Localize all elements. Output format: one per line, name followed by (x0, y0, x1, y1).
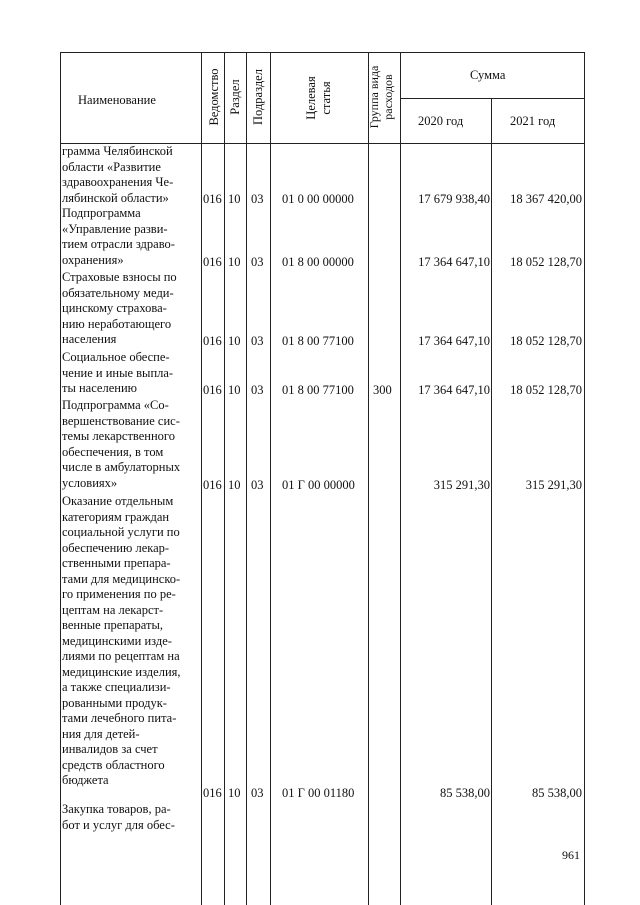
row-2-razd: 10 (228, 334, 241, 348)
row-1-name (62, 206, 200, 268)
header-vedomstvo: Ведомство (207, 68, 221, 126)
row-2-sum2021: 18 052 128,70 (510, 334, 582, 348)
row-2-line: Страховые взносы по (62, 270, 177, 284)
row-5-line: инвалидов за счет (62, 742, 158, 756)
row-5-target: 01 Г 00 01180 (282, 786, 355, 800)
row-4-line: числе в амбулаторных (62, 460, 181, 474)
row-5-line: венные препараты, (62, 618, 164, 632)
row-0-line: здравоохранения Че- (62, 175, 174, 189)
col-border-razd (246, 52, 247, 905)
row-4-razd: 10 (228, 478, 241, 492)
row-5-line: тами для медицинско- (62, 571, 181, 586)
row-0-razd: 10 (228, 192, 241, 206)
row-4-ved: 016 (203, 478, 222, 492)
row-3-line: ты населению (62, 381, 137, 395)
header-sum: Сумма (470, 68, 506, 82)
row-1-ved: 016 (203, 255, 222, 269)
row-1-line: охранения» (62, 252, 124, 267)
row-2-line: нию неработающего (62, 316, 172, 331)
row-3-name (62, 350, 200, 397)
row-5-line: бюджета (62, 773, 109, 787)
row-3-line: чение и иные выпла- (62, 365, 174, 380)
row-2-podr: 03 (251, 334, 264, 348)
row-3-sum2020: 17 364 647,10 (418, 383, 490, 397)
row-0-line: лябинской области» (62, 190, 169, 205)
row-5-podr: 03 (251, 786, 264, 800)
row-2-line: цинскому страхова- (62, 301, 167, 315)
col-border-right (584, 52, 585, 905)
row-5-ved: 016 (203, 786, 222, 800)
row-5-line: медицинскими изде- (62, 633, 172, 648)
row-5-line: Оказание отдельным (62, 494, 174, 508)
row-1-sum2021: 18 052 128,70 (510, 255, 582, 269)
row-2-line: обязательному меди- (62, 285, 174, 300)
row-0-target: 01 0 00 00000 (282, 192, 354, 206)
col-border-target (368, 52, 369, 905)
row-0-ved: 016 (203, 192, 222, 206)
row-1-target: 01 8 00 00000 (282, 255, 354, 269)
header-group (367, 52, 395, 142)
col-border-name (201, 52, 202, 905)
header-group-line1: Группа вида (367, 65, 381, 129)
row-4-line: темы лекарственного (62, 429, 175, 443)
header-target-line2: статья (319, 81, 333, 115)
col-border-podr (270, 52, 271, 905)
header-target-line1: Целевая (304, 76, 318, 120)
row-2-ved: 016 (203, 334, 222, 348)
col-border-left (60, 52, 61, 905)
row-1-line: «Управление разви- (62, 221, 168, 236)
row-5-line: лиями по рецептам на (62, 649, 180, 663)
row-4-podr: 03 (251, 478, 264, 492)
row-4-line: Подпрограмма «Со- (62, 398, 169, 412)
col-border-ved (224, 52, 225, 905)
row-5-line: социальной услуги по (62, 525, 180, 539)
row-3-razd: 10 (228, 383, 241, 397)
sum-header-divider (400, 98, 584, 99)
row-5-line: а также специализи- (62, 680, 171, 694)
row-5-line: категориям граждан (62, 509, 170, 524)
row-4-line: вершенствование сис- (62, 413, 180, 428)
row-5-line: тами лечебного пита- (62, 711, 177, 725)
header-year-2021: 2021 год (510, 114, 556, 128)
row-5-line: го применения по ре- (62, 587, 176, 601)
row-3-ved: 016 (203, 383, 222, 397)
header-razdel: Раздел (228, 79, 242, 115)
row-0-sum2020: 17 679 938,40 (418, 192, 490, 206)
row-2-target: 01 8 00 77100 (282, 334, 354, 348)
row-0-line: грамма Челябинской (62, 144, 173, 158)
row-6-line: бот и услуг для обес- (62, 817, 175, 832)
row-1-podr: 03 (251, 255, 264, 269)
row-4-name (62, 398, 200, 491)
row-2-sum2020: 17 364 647,10 (418, 334, 490, 348)
row-3-line: Социальное обеспе- (62, 350, 170, 364)
row-5-razd: 10 (228, 786, 241, 800)
row-5-line: медицинские изделия, (62, 664, 181, 679)
row-5-name (62, 494, 200, 789)
row-6-line: Закупка товаров, ра- (62, 802, 171, 816)
page-number: 961 (562, 848, 580, 862)
row-1-sum2020: 17 364 647,10 (418, 255, 490, 269)
row-5-line: средств областного (62, 757, 165, 772)
row-1-line: тием отрасли здраво- (62, 237, 175, 251)
row-0-podr: 03 (251, 192, 264, 206)
row-5-line: цептам на лекарст- (62, 602, 164, 617)
row-4-sum2020: 315 291,30 (433, 478, 490, 492)
row-4-line: обеспечения, в том (62, 444, 164, 459)
row-2-name (62, 270, 200, 348)
header-name: Наименование (78, 93, 156, 107)
row-3-sum2021: 18 052 128,70 (510, 383, 582, 397)
row-4-target: 01 Г 00 00000 (282, 478, 355, 492)
row-3-target: 01 8 00 77100 (282, 383, 354, 397)
row-2-line: населения (62, 332, 117, 346)
header-year-2020: 2020 год (418, 114, 464, 128)
header-target (304, 48, 334, 148)
row-5-sum2020: 85 538,00 (440, 786, 490, 800)
col-border-2020 (491, 98, 492, 905)
row-5-line: обеспечению лекар- (62, 540, 170, 555)
header-podrazdel: Подраздел (251, 69, 265, 125)
row-5-line: ственными препара- (62, 556, 171, 570)
row-0-name (62, 144, 200, 206)
row-5-line: рованными продук- (62, 695, 167, 710)
row-0-sum2021: 18 367 420,00 (510, 192, 582, 206)
row-4-line: условиях» (62, 475, 118, 490)
row-5-sum2021: 85 538,00 (532, 786, 582, 800)
row-3-group: 300 (373, 383, 392, 397)
row-3-podr: 03 (251, 383, 264, 397)
row-1-line: Подпрограмма (62, 206, 141, 220)
row-5-line: ния для детей- (62, 726, 140, 741)
header-group-line2: расходов (381, 74, 395, 120)
row-0-line: области «Развитие (62, 159, 161, 174)
row-1-razd: 10 (228, 255, 241, 269)
col-border-group (400, 52, 401, 905)
row-4-sum2021: 315 291,30 (525, 478, 582, 492)
row-6-name (62, 802, 200, 833)
